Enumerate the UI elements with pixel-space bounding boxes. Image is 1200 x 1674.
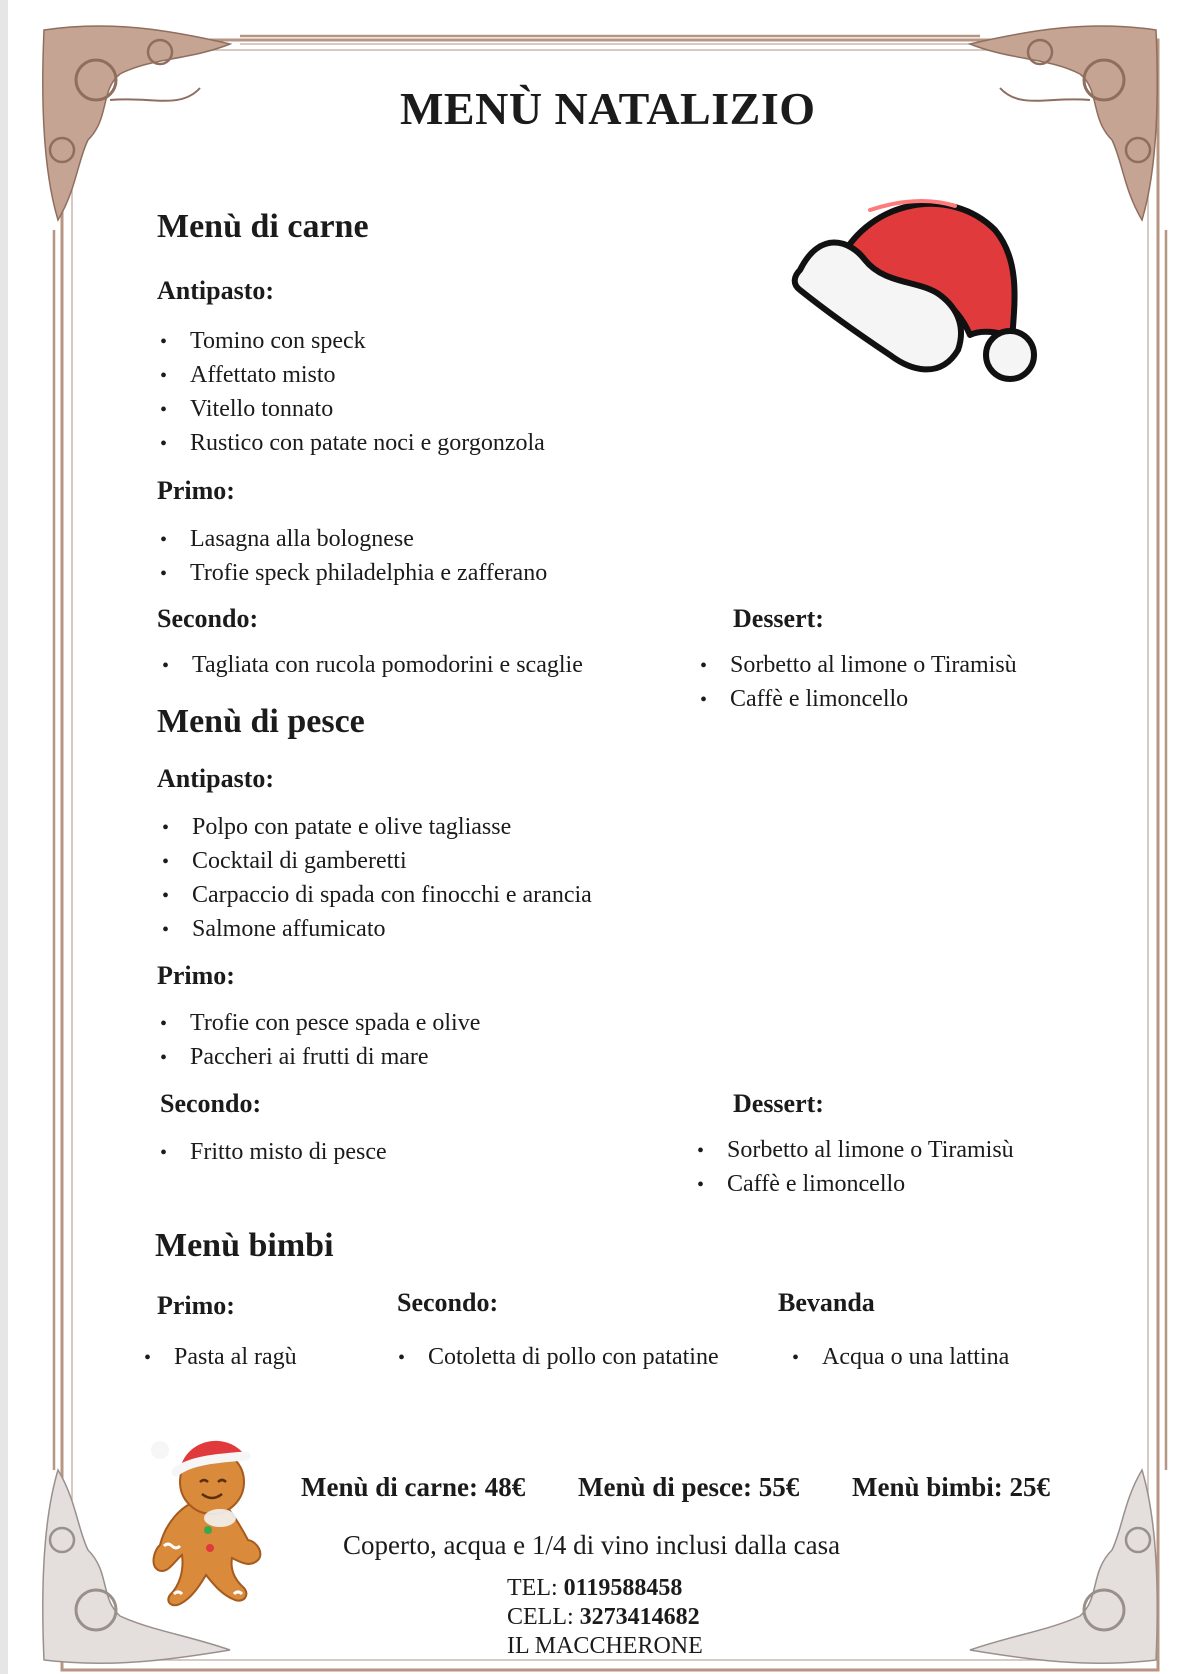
list-item: • Cotoletta di pollo con patatine — [398, 1341, 719, 1375]
page-title: MENÙ NATALIZIO — [400, 83, 816, 134]
list-item: • Polpo con patate e olive tagliasse — [162, 811, 592, 845]
pesce-dessert-list — [697, 1134, 1014, 1202]
pesce-primo-list — [160, 1007, 480, 1075]
list-item: • Acqua o una lattina — [792, 1341, 1009, 1375]
list-item: • Carpaccio di spada con finocchi e arancia — [162, 879, 592, 913]
gingerbread-man-icon — [140, 1430, 290, 1610]
list-item: • Sorbetto al limone o Tiramisù — [700, 649, 1017, 683]
list-item: • Cocktail di gamberetti — [162, 845, 592, 879]
list-item: • Paccheri ai frutti di mare — [160, 1041, 480, 1075]
section-heading-bimbi: Menù bimbi — [155, 1227, 334, 1264]
list-item: • Vitello tonnato — [160, 393, 545, 427]
pesce-secondo-label: Secondo: — [160, 1089, 262, 1118]
carne-primo-list — [160, 523, 547, 591]
pesce-dessert-label: Dessert: — [733, 1089, 824, 1118]
list-item: • Fritto misto di pesce — [160, 1136, 387, 1170]
bimbi-secondo-label: Secondo: — [397, 1288, 499, 1317]
list-item: • Trofie speck philadelphia e zafferano — [160, 557, 547, 591]
carne-secondo-list — [162, 649, 583, 683]
list-item: • Affettato misto — [160, 359, 545, 393]
carne-dessert-label: Dessert: — [733, 604, 824, 633]
santa-hat-icon — [780, 190, 1040, 410]
contact-block — [507, 1574, 703, 1661]
bimbi-bevanda-list — [792, 1341, 1009, 1375]
price-bimbi: Menù bimbi: 25€ — [852, 1472, 1051, 1502]
bimbi-primo-label: Primo: — [157, 1291, 235, 1320]
tel-line — [507, 1574, 703, 1603]
list-item: • Rustico con patate noci e gorgonzola — [160, 427, 545, 461]
price-carne: Menù di carne: 48€ — [301, 1472, 526, 1502]
bimbi-secondo-list — [398, 1341, 719, 1375]
restaurant-name: IL MACCHERONE — [507, 1633, 703, 1659]
pesce-antipasto-list — [162, 811, 592, 947]
list-item: • Tagliata con rucola pomodorini e scaglie — [162, 649, 583, 683]
list-item: • Lasagna alla bolognese — [160, 523, 547, 557]
carne-secondo-label: Secondo: — [157, 604, 259, 633]
cell-number: 3273414682 — [579, 1604, 700, 1630]
list-item: • Trofie con pesce spada e olive — [160, 1007, 480, 1041]
pesce-antipasto-label: Antipasto: — [157, 764, 275, 793]
list-item: • Pasta al ragù — [144, 1341, 297, 1375]
corner-ornament-top-left — [43, 26, 230, 220]
section-heading-pesce: Menù di pesce — [157, 703, 365, 740]
price-pesce: Menù di pesce: 55€ — [578, 1472, 800, 1502]
section-heading-carne: Menù di carne — [157, 208, 369, 245]
list-item: • Tomino con speck — [160, 325, 545, 359]
carne-antipasto-label: Antipasto: — [157, 276, 275, 305]
list-item: • Caffè e limoncello — [700, 683, 1017, 717]
pesce-secondo-list — [160, 1136, 387, 1170]
list-item: • Sorbetto al limone o Tiramisù — [697, 1134, 1014, 1168]
list-item: • Caffè e limoncello — [697, 1168, 1014, 1202]
carne-primo-label: Primo: — [157, 476, 235, 505]
cover-note: Coperto, acqua e 1/4 di vino inclusi dalla casa — [343, 1530, 841, 1560]
tel-label: TEL: — [507, 1575, 564, 1601]
carne-dessert-list — [700, 649, 1017, 717]
list-item: • Salmone affumicato — [162, 913, 592, 947]
tel-number: 0119588458 — [563, 1575, 683, 1601]
bimbi-primo-list — [144, 1341, 297, 1375]
cell-label: CELL: — [507, 1604, 580, 1630]
pesce-primo-label: Primo: — [157, 961, 235, 990]
cell-line — [507, 1603, 703, 1632]
carne-antipasto-list — [160, 325, 545, 461]
bimbi-bevanda-label: Bevanda — [778, 1288, 875, 1317]
